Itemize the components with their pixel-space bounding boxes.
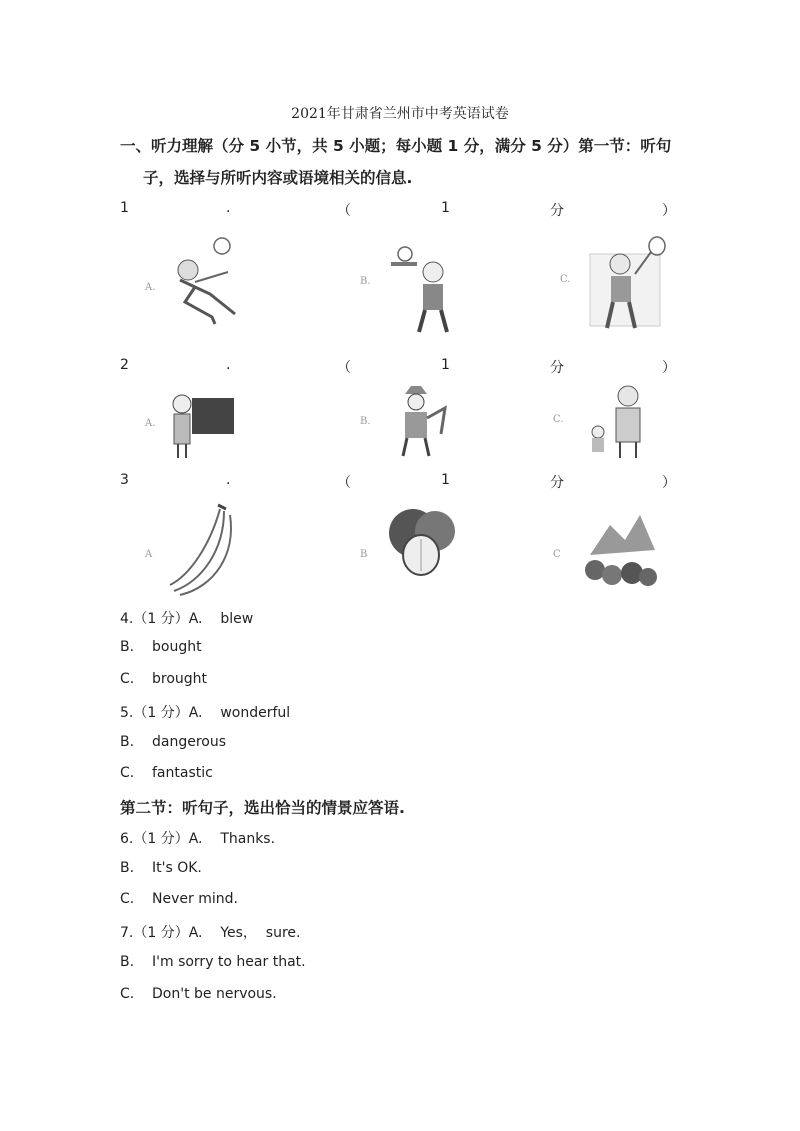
- question-number: 1: [120, 200, 129, 216]
- option-a-text[interactable]: Thanks.: [220, 831, 276, 847]
- option-label: B.: [120, 954, 135, 970]
- score-close-paren: ）: [662, 360, 676, 376]
- question-6-option-c[interactable]: [120, 891, 238, 907]
- option-a-text[interactable]: wonderful: [220, 705, 291, 721]
- option-a-bananas-image[interactable]: [140, 495, 270, 600]
- option-b-apples-image[interactable]: [355, 495, 485, 600]
- option-a-text[interactable]: Yes， sure.: [220, 925, 301, 941]
- option-b-text[interactable]: It's OK.: [152, 860, 202, 876]
- option-label: B.: [120, 860, 135, 876]
- option-c-text[interactable]: Never mind.: [152, 891, 238, 907]
- option-c-nurse-image[interactable]: [550, 378, 680, 463]
- section1-heading-line2: 子，选择与所听内容或语境相关的信息.: [143, 169, 413, 187]
- option-label: C.: [120, 891, 135, 907]
- section1-heading-line1: 一、听力理解（分 5 小节，共 5 小题；每小题 1 分，满分 5 分）第一节：听句: [120, 137, 672, 155]
- option-label: C.: [120, 671, 135, 687]
- question-6-option-b[interactable]: [120, 860, 202, 876]
- question-stem: 4.（1 分）A.: [120, 611, 203, 627]
- option-a-text[interactable]: blew: [220, 611, 254, 627]
- question-6: [120, 828, 275, 848]
- option-label: B.: [120, 734, 135, 750]
- score-open-paren: （: [337, 360, 351, 376]
- option-c-grapes-image[interactable]: [550, 495, 680, 600]
- question-5: [120, 702, 290, 722]
- score-open-paren: （: [337, 475, 351, 491]
- option-c-text[interactable]: fantastic: [152, 765, 213, 781]
- question-number: 3: [120, 472, 129, 488]
- page-title: 2021年甘肃省兰州市中考英语试卷: [291, 106, 509, 122]
- question-7: [120, 922, 301, 942]
- option-b-text[interactable]: I'm sorry to hear that.: [152, 954, 306, 970]
- question-4: [120, 608, 253, 628]
- question-dot: .: [226, 200, 231, 216]
- option-label: C.: [120, 765, 135, 781]
- option-a-teacher-image[interactable]: [140, 378, 270, 463]
- question-stem: 6.（1 分）A.: [120, 831, 203, 847]
- score-unit: 分: [550, 203, 564, 219]
- question-7-option-b[interactable]: [120, 954, 306, 970]
- option-c-label: C.: [553, 414, 564, 425]
- score-open-paren: （: [337, 203, 351, 219]
- score-close-paren: ）: [662, 475, 676, 491]
- question-7-option-c[interactable]: [120, 986, 277, 1002]
- option-b-farmer-image[interactable]: [355, 378, 485, 463]
- option-c-text[interactable]: brought: [152, 671, 208, 687]
- question-4-option-c[interactable]: [120, 671, 207, 687]
- option-b-text[interactable]: bought: [152, 639, 202, 655]
- question-5-option-c[interactable]: [120, 765, 213, 781]
- option-b-text[interactable]: dangerous: [152, 734, 227, 750]
- option-c-label: C: [553, 549, 561, 560]
- score-unit: 分: [550, 475, 564, 491]
- option-a-label: A: [145, 549, 153, 560]
- question-stem: 7.（1 分）A.: [120, 925, 203, 941]
- option-b-label: B.: [360, 276, 371, 287]
- option-b-label: B: [360, 549, 368, 560]
- option-label: B.: [120, 639, 135, 655]
- question-dot: .: [226, 472, 231, 488]
- section2-heading: 第二节：听句子，选出恰当的情景应答语.: [120, 799, 405, 817]
- option-a-football-image[interactable]: [140, 232, 270, 342]
- option-b-label: B.: [360, 416, 371, 427]
- option-c-text[interactable]: Don't be nervous.: [152, 986, 277, 1002]
- question-5-option-b[interactable]: [120, 734, 226, 750]
- option-a-label: A.: [145, 282, 156, 293]
- score-unit: 分: [550, 360, 564, 376]
- score-value: 1: [441, 200, 450, 216]
- option-c-badminton-image[interactable]: [555, 232, 685, 342]
- option-b-basketball-image[interactable]: [355, 232, 485, 342]
- question-stem: 5.（1 分）A.: [120, 705, 203, 721]
- question-number: 2: [120, 357, 129, 373]
- question-4-option-b[interactable]: [120, 639, 202, 655]
- option-c-label: C.: [560, 274, 571, 285]
- option-a-label: A.: [145, 418, 156, 429]
- score-value: 1: [441, 357, 450, 373]
- question-dot: .: [226, 357, 231, 373]
- score-value: 1: [441, 472, 450, 488]
- score-close-paren: ）: [662, 203, 676, 219]
- option-label: C.: [120, 986, 135, 1002]
